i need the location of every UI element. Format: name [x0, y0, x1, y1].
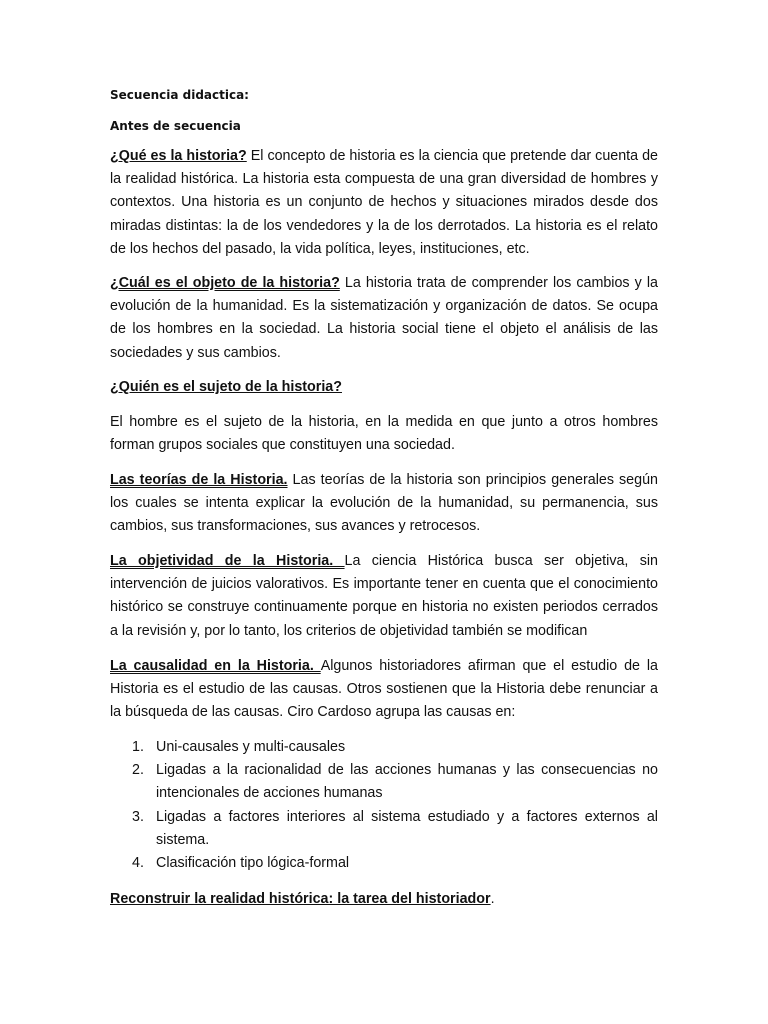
list-item-text: Ligadas a factores interiores al sistema estudiado y a factores externos al sistema. — [156, 808, 658, 848]
paragraph-causalidad-historia — [110, 655, 658, 725]
paragraph-que-es-historia — [110, 145, 658, 261]
list-item-number: 1. — [132, 739, 144, 755]
paragraph-objetividad-historia — [110, 550, 658, 643]
causas-list — [110, 736, 658, 875]
body-causalidad-historia: Algunos historiadores afirman que el estudio de la Historia es el estudio de las causas. Otros sostienen que la Historia debe renunciar a la búsqueda de las causas. Ciro Cardoso agrupa las causas en: — [110, 658, 658, 721]
list-item-number: 2. — [132, 762, 144, 779]
paragraph-teorias-historia — [110, 469, 658, 539]
paragraph-sujeto-historia: El hombre es el sujeto de la historia, en la medida en que junto a otros hombres forman grupos sociales que constituyen una sociedad. — [110, 414, 658, 454]
heading-sujeto-historia-line — [110, 376, 658, 399]
list-item-number: 3. — [132, 808, 144, 825]
heading-objetividad-historia: La objetividad de la Historia. — [110, 553, 345, 569]
paragraph-reconstruir — [110, 888, 658, 911]
paragraph-objeto-historia — [110, 272, 658, 365]
document-title: Secuencia didactica: — [110, 88, 249, 102]
heading-teorias-historia: Las teorías de la Historia. — [110, 472, 288, 488]
body-objeto-historia: La historia trata de comprender los cambios y la evolución de la humanidad. Es la sistematización y organización de datos. Se ocupa de los hombres en la sociedad. La historia social tiene el objeto el análisis de las sociedades y sus cambios. — [110, 275, 658, 361]
body-objetividad-historia: La ciencia Histórica busca ser objetiva, sin intervención de juicios valorativos. Es importante tener en cuenta que el conocimiento histórico se construye continuamente porque en historia no existen periodos cerrados a la revisión y, por lo tanto, los criterios de objetividad también se modifican — [110, 553, 658, 639]
list-item — [110, 806, 658, 852]
list-item-text: Ligadas a la racionalidad de las acciones humanas y las consecuencias no intencionales de acciones humanas — [156, 762, 658, 802]
body-reconstruir: . — [490, 891, 495, 907]
heading-que-es-historia: ¿Qué es la historia? — [110, 148, 247, 164]
body-teorias-historia: Las teorías de la historia son principios generales según los cuales se intenta explicar la evolución de la humanidad, su permanencia, sus cambios, sus transformaciones, sus avances y retrocesos. — [110, 472, 658, 535]
heading-sujeto-historia: ¿Quién es el sujeto de la historia? — [110, 379, 342, 395]
list-item — [110, 759, 658, 805]
document-subtitle: Antes de secuencia — [110, 119, 241, 133]
heading-objeto-historia: ¿Cuál es el objeto de la historia? — [110, 275, 340, 291]
list-item — [110, 852, 658, 875]
body-que-es-historia: El concepto de historia es la ciencia que pretende dar cuenta de la realidad histórica. La historia esta compuesta de una gran diversidad de hombres y contextos. Una historia es un conjunto de hechos y situaciones mirados desde dos miradas distintas: la de los vendedores y la de los derrotados. La historia es el relato de los hechos del pasado, la vida política, leyes, instituciones, etc. — [110, 148, 658, 257]
list-item — [110, 736, 658, 759]
list-item-text: Uni-causales y multi-causales — [156, 739, 346, 755]
list-item-number: 4. — [132, 855, 144, 872]
list-item-text: Clasificación tipo lógica-formal — [156, 855, 350, 872]
heading-causalidad-historia: La causalidad en la Historia. — [110, 658, 321, 674]
heading-reconstruir: Reconstruir la realidad histórica: la tarea del historiador — [110, 891, 491, 907]
